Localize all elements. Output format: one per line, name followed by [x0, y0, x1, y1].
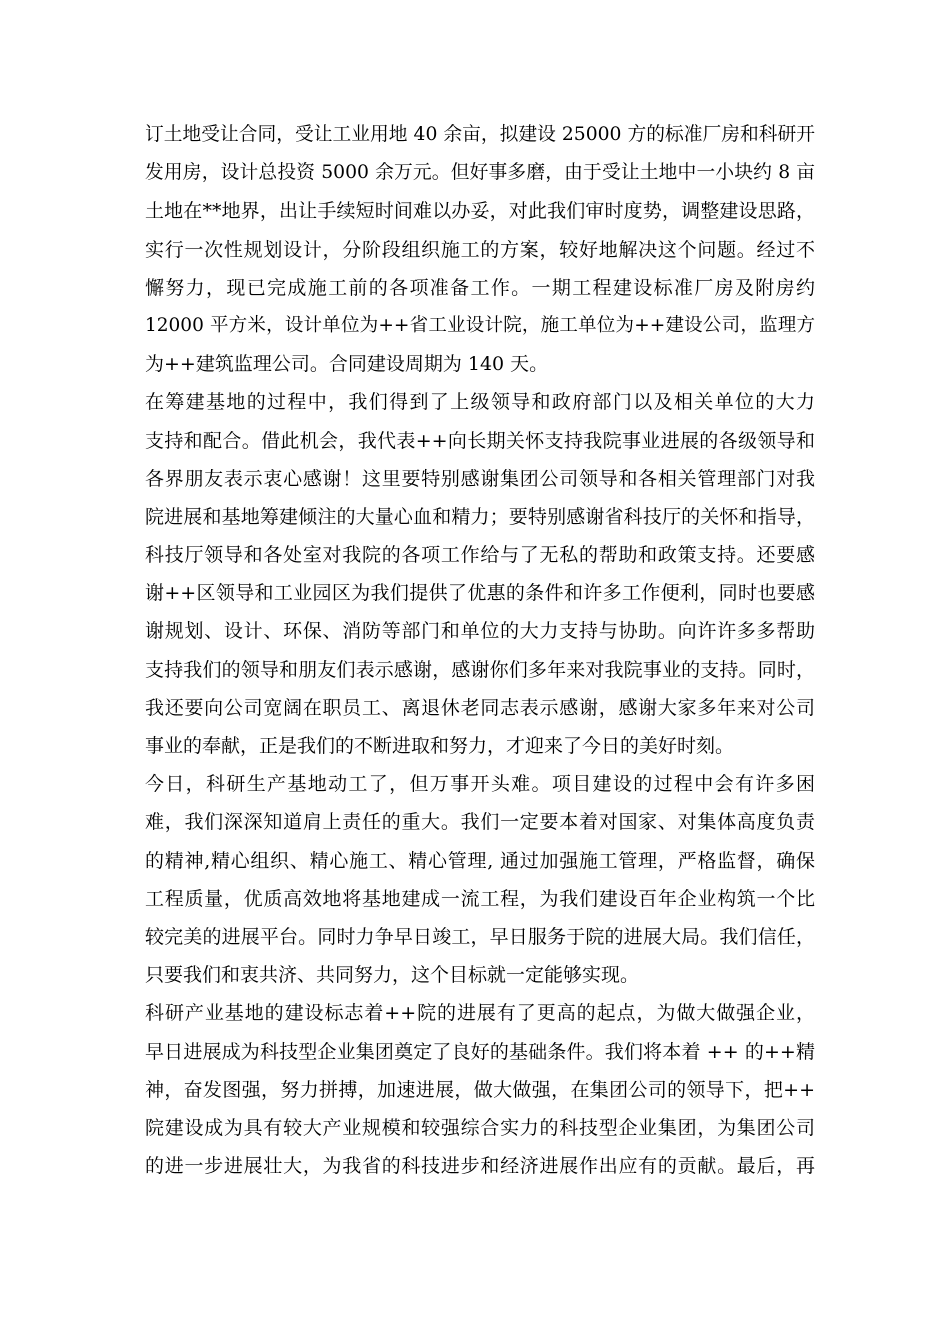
- text-line: 支持我们的领导和朋友们表示感谢，感谢你们多年来对我院事业的支持。同时，: [145, 658, 815, 681]
- text-line: 只要我们和衷共济、共同努力，这个目标就一定能够实现。: [145, 964, 640, 987]
- text-line: 早日进展成为科技型企业集团奠定了良好的基础条件。我们将本着 ++ 的++精: [145, 1040, 815, 1063]
- text-line: 的精神,精心组织、精心施工、精心管理, 通过加强施工管理，严格监督，确保: [145, 849, 815, 872]
- text-line: 科研产业基地的建设标志着++院的进展有了更高的起点，为做大做强企业，: [145, 1002, 815, 1025]
- paragraph: [145, 383, 815, 765]
- text-line: 实行一次性规划设计，分阶段组织施工的方案，较好地解决这个问题。经过不: [145, 238, 815, 261]
- text-line: 今日，科研生产基地动工了，但万事开头难。项目建设的过程中会有许多困: [145, 773, 815, 796]
- text-line: 12000 平方米，设计单位为++省工业设计院，施工单位为++建设公司，监理方: [145, 314, 815, 336]
- paragraph: [145, 116, 815, 383]
- text-line: 的进一步进展壮大，为我省的科技进步和经济进展作出应有的贡献。最后，再: [145, 1155, 815, 1178]
- text-line: 订土地受让合同，受让工业用地 40 余亩，拟建设 25000 方的标准厂房和科研开: [145, 124, 815, 145]
- text-line: 院进展和基地筹建倾注的大量心血和精力；要特别感谢省科技厅的关怀和指导，: [145, 505, 815, 528]
- text-line: 谢++区领导和工业园区为我们提供了优惠的条件和许多工作便利，同时也要感: [145, 582, 815, 605]
- text-line: 在筹建基地的过程中，我们得到了上级领导和政府部门以及相关单位的大力: [145, 391, 815, 414]
- text-line: 土地在**地界，出让手续短时间难以办妥，对此我们审时度势，调整建设思路，: [145, 200, 815, 223]
- text-line: 懈努力，现已完成施工前的各项准备工作。一期工程建设标准厂房及附房约: [145, 276, 815, 299]
- paragraph: [145, 765, 815, 994]
- text-line: 神，奋发图强，努力拼搏，加速进展，做大做强，在集团公司的领导下，把++: [145, 1078, 815, 1101]
- text-line: 科技厅领导和各处室对我院的各项工作给与了无私的帮助和政策支持。还要感: [145, 544, 815, 567]
- text-line: 各界朋友表示衷心感谢！这里要特别感谢集团公司领导和各相关管理部门对我: [145, 467, 815, 490]
- text-line: 难，我们深深知道肩上责任的重大。我们一定要本着对国家、对集体高度负责: [145, 811, 815, 834]
- text-line: 为++建筑监理公司。合同建设周期为 140 天。: [145, 353, 549, 376]
- text-line: 较完美的进展平台。同时力争早日竣工，早日服务于院的进展大局。我们信任，: [145, 925, 815, 948]
- text-line: 院建设成为具有较大产业规模和较强综合实力的科技型企业集团，为集团公司: [145, 1116, 815, 1139]
- text-line: 我还要向公司宽阔在职员工、离退休老同志表示感谢，感谢大家多年来对公司: [145, 696, 815, 719]
- text-line: 事业的奉献，正是我们的不断进取和努力，才迎来了今日的美好时刻。: [145, 735, 735, 757]
- paragraph: [145, 994, 815, 1185]
- document-body: [145, 116, 815, 1185]
- text-line: 工程质量，优质高效地将基地建成一流工程，为我们建设百年企业构筑一个比: [145, 887, 815, 910]
- text-line: 谢规划、设计、环保、消防等部门和单位的大力支持与协助。向许许多多帮助: [145, 620, 815, 643]
- text-line: 支持和配合。借此机会，我代表++向长期关怀支持我院事业进展的各级领导和: [145, 429, 815, 452]
- text-line: 发用房，设计总投资 5000 余万元。但好事多磨，由于受让土地中一小块约 8 亩: [145, 162, 815, 184]
